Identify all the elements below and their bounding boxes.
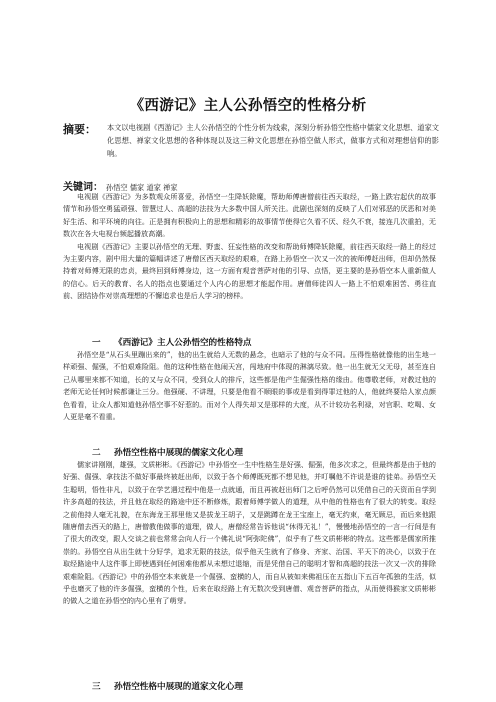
section-heading-text: 孙悟空性格中展现的道家文化心理 (114, 682, 243, 692)
section-heading-1 (92, 336, 252, 348)
intro-paragraph-2: 电视剧《西游记》主要以孙悟空的无理、野蛮、狂妄性格的改变和帮助师傅降妖除魔，前往西天取经一路上的经过为主要内容，剧中用大量的篇幅讲述了唐僧区西天取经的艰难，在路上孙悟空一次又一次的被师傅赶出师，但却仍然保持着对师傅无限的忠贞，最终回到师傅身边，这一方面有观音菩萨对他的引导、点悟，更主要的是孙悟空本人重新做人的信心。后天的教育、名人的指点也要通过个人内心的思想才能起作用。唐僧师徒四人一路上不怕艰难困苦、勇往直前、团结协作对崇高理想的不懈追求也是后人学习的榜样。 (63, 241, 436, 301)
section-1-body (63, 349, 436, 423)
section-heading-text: 孙悟空性格中展现的儒家文化心理 (114, 448, 243, 458)
intro-paragraph-1: 电视剧《西游记》为多数观众所喜爱，孙悟空一生降妖除魔，帮助师傅唐僧前往西天取经，一路上跌宕起伏的故事情节和孙悟空勇猛顽强、智慧过人、高超的法技为大多数中国人所关注。此剧也深刻的反映了人们对邪恶的厌恶和对美好生活、和平环境的向往。正是拥有积极向上的思想和精彩的故事情节使得它久看不厌、经久不衰，接连几次重拍，无数次在各大电视台频起播放高潮。 (63, 192, 436, 239)
paper-title: 《西游记》主人公孙悟空的性格分析 (129, 98, 367, 114)
section-heading-3 (92, 680, 243, 692)
section-2-paragraph-1: 儒家讲刚刚，雄强，文质彬彬。《西游记》中孙悟空一生中性格生是好强、倔强，他多次求之，但最终都是由于他的好强、倔强、拿技法不做好事最终被赶出师，以致于各个师傅既死都不想见他，并叮嘱他不许说是谁的徒弟。孙悟空天生聪明，悟性非凡，以致于在学艺遇过程中他是一点就通，而且再被赶出师门之后呼仍然可以凭借自己的天资而自学到许多高超的技法，并且他在取经的路途中还不断修炼，跟着师傅学做人的道理，从中他的性格也有了很大的转变。取经之前他持人毫无礼貌，在东海龙王那里他又是拔龙王胡子，又是跳蹲在龙王宝座上，毫无约束，毫无顾忌，而后来他跟随唐僧去西天的路上，唐僧教他做事的道理，做人，唐僧经常告诉他说“休得无礼！”，慢慢地孙悟空的一言一行间是有了很大的改变，跟人交谈之前也常常会向人行一个佛礼说“阿弥陀佛”，似乎有了些文质彬彬的特点。这些都是儒家所推崇的。孙悟空自从出生就十分好学，追求无限的技法，似乎他天生就有了修身、齐家、治国、平天下的决心，以致于在取经路途中人这件事上即使遇到任何困难他都从未想过退缩，而是凭借自己的聪明才智和高超的技法一次又一次的排除艰难险阻。《西游记》中的孙悟空本来就是一个倔强、蛮横的人，而自从被如来佛祖压在五指山下五百年孤独的生活，似乎也磨灭了他的许多倔强，蛮横的个性，后来在取经路上有无数次受到唐僧、观音菩萨的指点，从而使得猴家文质彬彬的做人之道在孙悟空的内心里有了萌芽。 (63, 460, 436, 606)
section-number: 二 (92, 448, 101, 458)
abstract-text: 本文以电视剧《西游记》主人公孙悟空的个性分析为线索，深刻分析孙悟空性格中儒家文化思想、道家文化思想、禅家文化思想的各种体现以及这三种文化思想在孙悟空做人形式，做事方式和对理想信仰的影响。 (107, 123, 439, 158)
section-number: 三 (92, 682, 101, 692)
section-heading-text: 《西游记》主人公孙悟空的性格特点 (114, 338, 252, 348)
section-heading-2 (92, 446, 243, 458)
abstract-label: 摘要： (63, 123, 96, 136)
keywords-text: 孙悟空 儒家 道家 禅家 (106, 183, 178, 192)
section-1-paragraph-1: 孙悟空是“从石头里蹦出来的”，他的出生就给人无数的悬念，也暗示了他的与众不同。压得性格就像他的出生地一样顽强、倔强，不怕艰难险阻。他的这种性格在他闹天宫，闯地府中体现的淋漓尽致。他一出生就无父无母，甚至连自己从哪里来都不知道，长的又与众不同，受到众人的排斥，这些都是他产生倔强性格的缘由。他尊敬老师，对教过他的老师无论任何时候都谦让三分。他强硬、不讲理，只要是他看不顺眼的事或是看到得罪过他的人，他就终要给人家点颜色看看，让众人都知道他孙悟空事不好惹的。而对个人得失却又是那样的大度，从不计较功名利禄，对官职、吃喝、女人更是毫不看重。 (63, 350, 436, 422)
section-2-body (63, 459, 436, 608)
intro-body (63, 191, 436, 303)
keywords-label: 关键词： (63, 182, 103, 193)
section-number: 一 (92, 338, 101, 348)
